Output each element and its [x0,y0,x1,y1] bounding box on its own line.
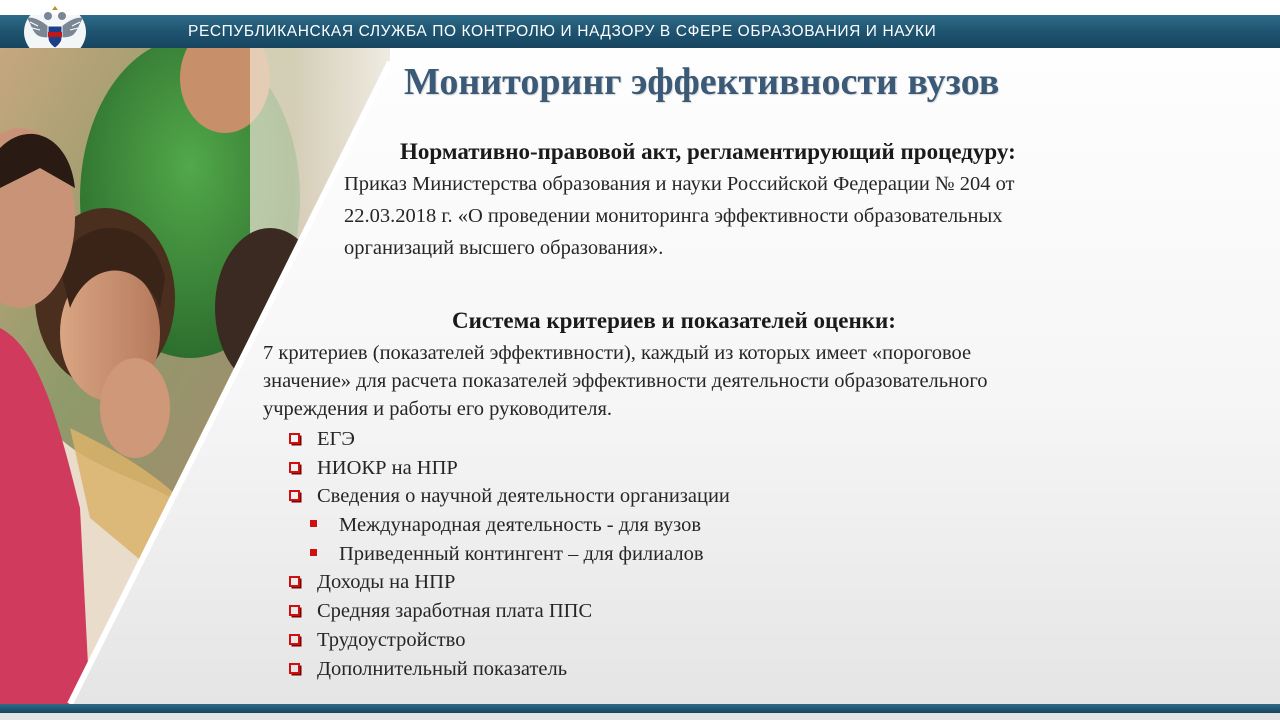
checkbox-bullet-icon [289,634,300,645]
list-item-label: НИОКР на НПР [317,456,458,479]
criteria-list [289,425,730,683]
footer-bar [0,704,1280,713]
criteria-intro-text [263,339,1223,423]
checkbox-bullet-icon [289,462,300,473]
list-item-label: Приведенный контингент – для филиалов [339,542,704,565]
legal-act-text [344,168,1244,264]
list-item [289,425,730,454]
list-item [289,568,730,597]
legal-act-line: организаций высшего образования». [344,237,664,259]
square-bullet-icon [310,520,317,527]
section-heading-legal-act: Нормативно-правовой акт, регламентирующий процедуру: [400,139,1016,164]
slide-title: Мониторинг эффективности вузов [404,61,1000,103]
list-item [289,597,730,626]
list-item-label: Международная деятельность - для вузов [339,514,702,537]
list-item [289,482,730,511]
checkbox-bullet-icon [289,490,300,501]
section-heading-criteria: Система критериев и показателей оценки: [452,308,896,333]
list-item-label: Доходы на НПР [317,571,456,594]
checkbox-bullet-icon [289,663,300,674]
list-item [289,626,730,655]
list-item [289,655,730,684]
list-item-label: Дополнительный показатель [317,657,568,680]
checkbox-bullet-icon [289,576,300,587]
legal-act-line: 22.03.2018 г. «О проведении мониторинга эффективности образовательных [344,205,1003,227]
list-item-label: Трудоустройство [317,628,466,651]
criteria-intro-line: учреждения и работы его руководителя. [263,398,613,420]
list-item-label: Средняя заработная плата ППС [317,600,593,623]
list-item-label: ЕГЭ [317,428,355,450]
checkbox-bullet-icon [289,605,300,616]
criteria-intro-line: 7 критериев (показателей эффективности), каждый из которых имеет «пороговое [263,342,972,364]
checkbox-bullet-icon [289,433,300,444]
list-item [289,454,730,483]
criteria-intro-line: значение» для расчета показателей эффективности деятельности образовательного [263,370,988,392]
list-item-label: Сведения о научной деятельности организации [317,485,730,508]
sub-list-item [289,540,730,569]
legal-act-line: Приказ Министерства образования и науки Российской Федерации № 204 от [344,173,1015,195]
square-bullet-icon [310,549,317,556]
sub-list-item [289,511,730,540]
header-org-name: РЕСПУБЛИКАНСКАЯ СЛУЖБА ПО КОНТРОЛЮ И НАДЗОРУ В СФЕРЕ ОБРАЗОВАНИЯ И НАУКИ [188,23,937,40]
